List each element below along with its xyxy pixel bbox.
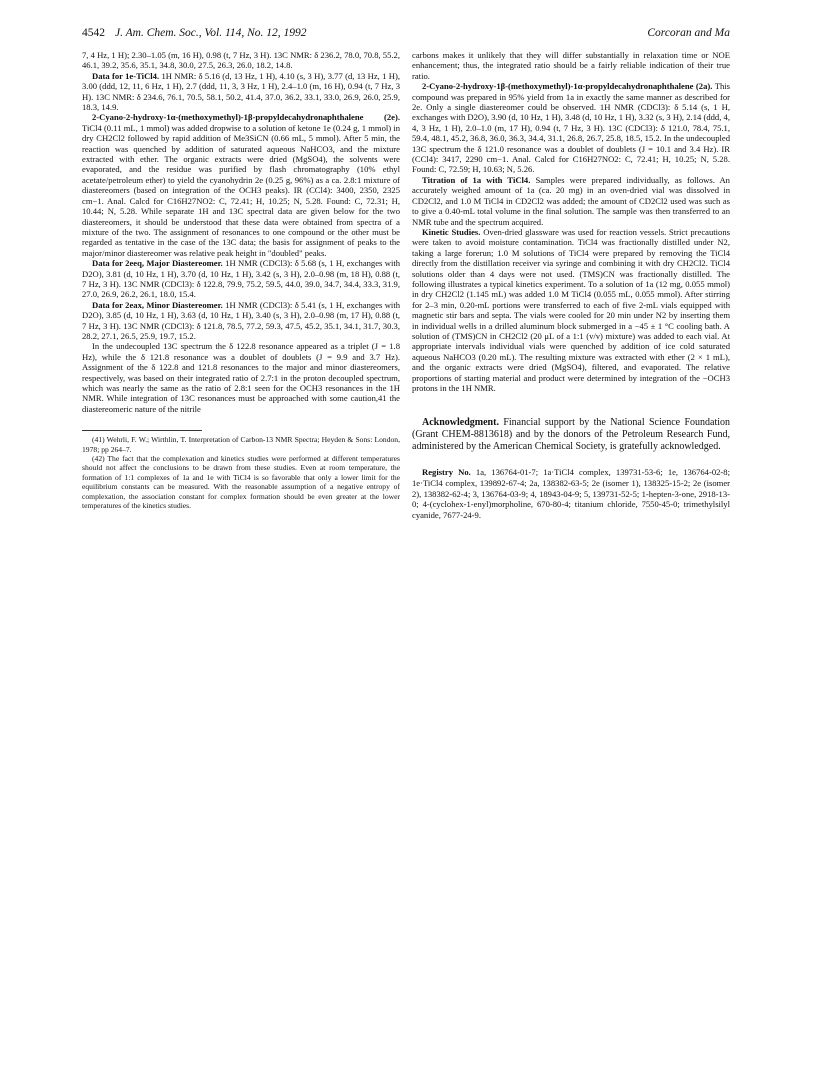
section-heading: Kinetic Studies. xyxy=(422,226,481,237)
paragraph-compound-2a xyxy=(412,81,730,175)
paragraph-compound-2e xyxy=(82,112,400,258)
section-heading: 2-Cyano-2-hydroxy-1β-(methoxymethyl)-1α-propyldecahydronaphthalene (2a). xyxy=(422,81,713,92)
paragraph-titration xyxy=(412,175,730,227)
paragraph-body: 1a, 136764-01-7; 1a·TiCl4 complex, 139731-53-6; 1e, 136764-02-8; 1e·TiCl4 complex, 139892-67-4; 2a, 138382-63-5; 2e (isomer 1), 138325-15-2; 2e (isomer 2), 138382-62-4; 3, 136764-03-9; 4, 18943-04-9; 5, 139731-52-5; 1-hepten-3-one, 2918-13-0; 4-(cyclohex-1-enyl)morpholine, 670-80-4; titanium chloride, 7550-45-0; trimethylsilyl cyanide, 7677-24-9. xyxy=(412,467,730,520)
page-number: 4542 xyxy=(82,27,105,39)
paragraph-major-diastereomer xyxy=(82,258,400,300)
paragraph-nitrile-continued: carbons makes it unlikely that they will differ substantially in relaxation time or NOE enhancement; thus, the integrated ratio should be a fairly reliable indication of their true ratio. xyxy=(412,50,730,81)
section-heading: Data for 1e-TiCl4. xyxy=(92,70,160,81)
footnote-42: (42) The fact that the complexation and kinetics studies were performed at different temperatures should not affect the conclusions to be drawn from these studies. Even at room temperature, the formation of 1:1 complexes of 1a and 1e with TiCl4 is so favorable that only a lower limit for the equilibrium constants can be measured. With the reasonable assumption of a negative entropy of complexation, the association constant for complex formation should be even greater at the lower temperatures of the kinetics studies. xyxy=(82,454,400,511)
section-heading: Data for 2eeq, Major Diastereomer. xyxy=(92,258,223,269)
paragraph-data-1e-ticl4 xyxy=(82,71,400,113)
section-heading: 2-Cyano-2-hydroxy-1α-(methoxymethyl)-1β-propyldecahydronaphthalene (2e). xyxy=(92,112,400,123)
paragraph-body: 1H NMR (CDCl3): δ 5.68 (s, 1 H, exchanges with D2O), 3.81 (d, 10 Hz, 1 H), 3.70 (d, 10 Hz, 1 H), 3.42 (s, 3 H), 2.0–0.98 (m, 18 H), 0.88 (t, 7 Hz, 3 H). 13C NMR (CDCl3): δ 122.8, 79.9, 75.2, 59.5, 44.0, 39.0, 34.7, 34.4, 33.3, 31.9, 27.0, 26.9, 26.2, 26.1, 18.0, 15.4. xyxy=(82,258,401,300)
right-column xyxy=(412,50,730,520)
paragraph-body: 1H NMR: δ 5.16 (d, 13 Hz, 1 H), 4.10 (s, 3 H), 3.77 (d, 13 Hz, 1 H), 3.00 (ddd, 12, 11, 6 Hz, 1 H), 2.7 (ddd, 11, 3, 3 Hz, 1 H), 2.4–1.0 (m, 16 H), 0.94 (t, 7 Hz, 3 H). 13C NMR: δ 234.6, 76.1, 70.5, 58.1, 50.2, 41.4, 37.0, 36.2, 33.1, 33.0, 26.9, 26.0, 25.9, 18.3, 14.9. xyxy=(82,70,400,113)
journal-citation: J. Am. Chem. Soc., Vol. 114, No. 12, 1992 xyxy=(115,27,307,39)
section-heading: Data for 2eax, Minor Diastereomer. xyxy=(92,299,223,310)
paragraph-body: TiCl4 (0.11 mL, 1 mmol) was added dropwise to a solution of ketone 1e (0.24 g, 1 mmol) in dry CH2Cl2 followed by rapid addition of Me3SiCN (0.66 mL, 5 mmol). After 5 min, the reaction was quenched by addition of saturated aqueous NaHCO3, and the mixture extracted with ether. The organic extracts were dried (MgSO4), the solvents were evaporated, and the residue was purified by flash chromatography (10% ethyl acetate/petroleum ether) to yield the cyanohydrin 2e (0.25 g, 96%) as a ca. 2.8:1 mixture of diastereomers (based on integration of the OCH3 peaks). IR (CCl4): 3400, 2350, 2325 cm−1. Anal. Calcd for C16H27NO2: C, 72.41; H, 10.25; N, 5.28. Found: C, 72.31; H, 10.44; N, 5.28. While separate 1H and 13C spectral data are given below for the two diastereomers, it should be understood that these data were obtained from spectra of a mixture of the two. The assignment of resonances to one compound or the other must be regarded as tentative in the case of the 13C data; the basis for assignment of peaks to the major/minor diastereomer was relative peak height in "doubled" peaks. xyxy=(82,122,400,258)
footnote-divider xyxy=(82,430,202,431)
paragraph-body: This compound was prepared in 95% yield from 1a in exactly the same manner as described for 2e. Only a single diastereomer could be observed. 1H NMR (CDCl3): δ 5.14 (s, 1 H, exchanges with D2O), 3.90 (d, 10 Hz, 1 H), 3.48 (d, 10 Hz, 1 H), 3.32 (s, 3 H), 2.14 (ddd, 4, 4, 3 Hz, 1 H), 2.0–1.0 (m, 17 H), 0.94 (t, 7 Hz, 3 H). 13C (CDCl3): δ 121.0, 78.4, 75.1, 59.4, 48.1, 45.2, 36.8, 36.0, 36.3, 34.4, 31.1, 26.8, 26.7, 25.8, 18.5, 15.2. In the undecoupled 13C spectrum the δ 121.0 resonance was a doublet of doublets (J = 10.1 and 3.4 Hz). IR (CCl4): 3417, 2290 cm−1. Anal. Calcd for C16H27NO2: C, 72.41; H, 10.25; N, 5.28. Found: C, 72.59; H, 10.63; N, 5.26. xyxy=(412,81,730,175)
paragraph-body: Oven-dried glassware was used for reaction vessels. Strict precautions were taken to avoid moisture contamination. TiCl4 was fractionally distilled under N2, taking a large forerun; 1.0 M solutions of TiCl4 were prepared by removing the TiCl4 directly from the distillation receiver via syringe and combining it with dry CH2Cl2. TiCl4 solutions older than 4 days were not used. (TMS)CN was fractionally distilled. The following illustrates a typical kinetics experiment. To a solution of 1a (12 mg, 0.055 mmol) in dry CH2Cl2 (1.145 mL) was added 1.0 M TiCl4 (0.055 mL, 0.055 mmol). After stirring for 2–3 min, 0.20-mL portions were transferred to each of five 2-mL vials equipped with magnetic stir bars and septa. The vials were cooled for 20 min under N2 by inserting them in individual wells in a drilled aluminum block submerged in a −45 ± 1 °C cooling bath. A solution of (TMS)CN in CH2Cl2 (20 μL of a 1:1 (v/v) mixture) was added to each vial. At appropriate intervals individual vials were quenched by addition of ice cold saturated aqueous NaHCO3 (0.20 mL). The resulting mixture was extracted with ether (2 × 1 mL), and the organic extracts were dried (MgSO4), filtered, and evaporated. The relative proportions of starting material and product were determined by integration of the −OCH3 protons in the 1H NMR. xyxy=(412,226,730,393)
left-column xyxy=(82,50,400,510)
footnotes xyxy=(82,435,400,510)
section-heading: Acknowledgment. xyxy=(422,417,499,429)
running-head xyxy=(82,27,730,43)
section-heading: Registry No. xyxy=(422,467,471,478)
paragraph-body: 1H NMR (CDCl3): δ 5.41 (s, 1 H, exchanges with D2O), 3.85 (d, 10 Hz, 1 H), 3.63 (d, 10 Hz, 1 H), 3.40 (s, 3 H), 2.0–0.98 (m, 17 H), 0.88 (t, 7 Hz, 3 H). 13C NMR (CDCl3): δ 121.8, 78.5, 77.2, 59.3, 47.5, 45.2, 35.1, 34.1, 31.7, 30.3, 28.2, 27.1, 26.5, 25.9, 19.7, 15.2. xyxy=(82,299,401,341)
paragraph-registry-numbers xyxy=(412,467,730,520)
paragraph-acknowledgment xyxy=(412,417,730,453)
paragraph-body: Financial support by the National Science Foundation (Grant CHEM-8813618) and by the donors of the Petroleum Research Fund, administered by the American Chemical Society, is gratefully acknowledged. xyxy=(412,417,731,453)
running-head-authors: Corcoran and Ma xyxy=(647,27,730,39)
paragraph-kinetic-studies xyxy=(412,227,730,394)
paragraph-minor-diastereomer xyxy=(82,300,400,342)
paragraph-body: Samples were prepared individually, as follows. An accurately weighed amount of 1a (ca. 20 mg) in an oven-dried vial was dissolved in CD2Cl2, and 1.0 M TiCl4 in CD2Cl2 was added; the amount of CD2Cl2 used was such as to give a 0.40-mL total volume in the final solution. The sample was then transferred to an NMR tube and the spectrum acquired. xyxy=(412,174,730,227)
paragraph-undecoupled-spectrum: In the undecoupled 13C spectrum the δ 122.8 resonance appeared as a triplet (J = 1.8 Hz), while the δ 121.8 resonance was a doublet of doublets (J = 9.9 and 3.7 Hz). Assignment of the δ 122.8 and 121.8 resonances to the major and minor diastereomers, respectively, was based on their integrated ratio of 2.7:1 in the proton decoupled spectrum, which was nearly the same as the ratio of 2.8:1 seen for the OCH3 resonances in the 1H NMR. While integration of 13C resonances must be approached with some caution,41 the diastereomeric nature of the nitrile xyxy=(82,341,400,414)
paragraph-nmr-continued: 7, 4 Hz, 1 H); 2.30–1.05 (m, 16 H), 0.98 (t, 7 Hz, 3 H). 13C NMR: δ 236.2, 78.0, 70.8, 55.2, 46.1, 39.2, 35.6, 35.1, 34.8, 30.0, 27.5, 26.3, 26.0, 18.2, 14.8. xyxy=(82,50,400,71)
section-heading: Titration of 1a with TiCl4. xyxy=(422,174,531,185)
running-head-left xyxy=(82,27,307,39)
footnote-41: (41) Wehrli, F. W.; Wirthlin, T. Interpretation of Carbon-13 NMR Spectra; Heyden & Sons: London, 1978; pp 264–7. xyxy=(82,435,400,454)
